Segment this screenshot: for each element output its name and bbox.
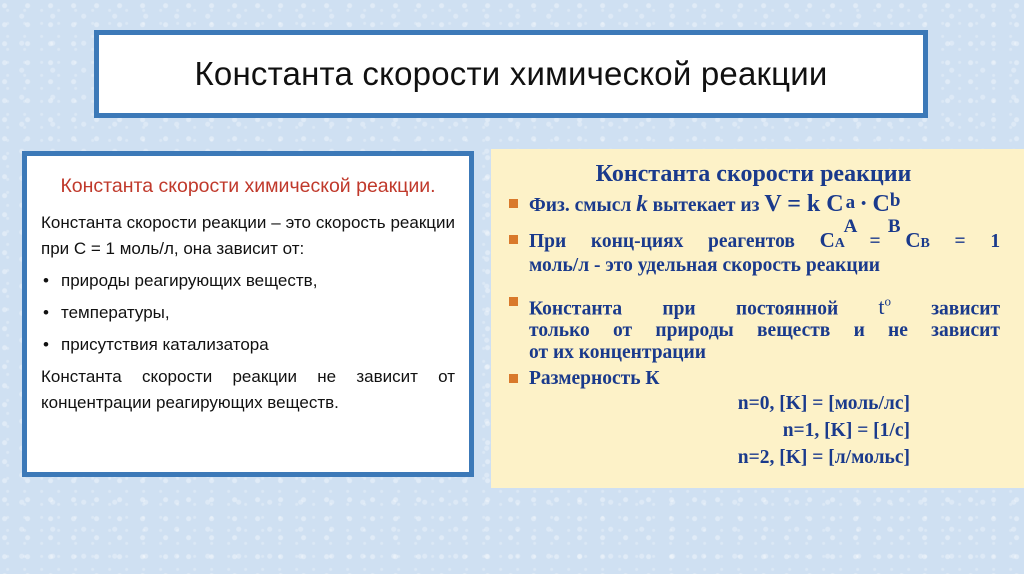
dependence-item bbox=[507, 291, 1000, 364]
dependence-line1 bbox=[529, 291, 1000, 320]
physical-meaning-text2: вытекает из bbox=[652, 195, 760, 216]
dimension-row: n=1, [K] = [1/с] bbox=[782, 420, 910, 442]
dimension-list bbox=[507, 390, 1000, 471]
dimension-label: Размерность К bbox=[529, 368, 660, 390]
formula-dot: · bbox=[859, 191, 868, 217]
factors-list bbox=[41, 268, 455, 358]
slide-title: Константа скорости химической реакции bbox=[194, 55, 828, 92]
subscript-a: A bbox=[843, 216, 858, 237]
square-bullet-icon bbox=[509, 297, 518, 306]
cb-symbol: СВ bbox=[905, 228, 930, 252]
square-bullet-icon bbox=[509, 374, 518, 383]
definition-intro: Константа скорости реакции – это скорость реакции при С = 1 моль/л, она зависит от: bbox=[41, 213, 455, 258]
dependence-end: зависит bbox=[931, 298, 1001, 320]
exponent-b: b bbox=[889, 190, 901, 211]
list-item bbox=[41, 332, 455, 358]
definition-panel bbox=[22, 151, 474, 477]
dimension-item bbox=[507, 368, 1000, 390]
rate-constant-panel bbox=[491, 149, 1024, 488]
definition-outro: Константа скорости реакции не зависит от концентрации реагирующих веществ. bbox=[41, 367, 455, 412]
list-item-text: присутствия катализатора bbox=[61, 335, 269, 354]
dependence-text: Константа при постоянной bbox=[529, 298, 839, 320]
bullet-icon: • bbox=[43, 335, 49, 354]
bullet-icon: • bbox=[43, 303, 49, 322]
exponent-a: a bbox=[845, 192, 856, 213]
formula-c: C bbox=[872, 191, 890, 217]
rate-constant-heading: Константа скорости реакции bbox=[595, 161, 912, 187]
list-item-text: природы реагирующих веществ, bbox=[61, 271, 318, 290]
list-item bbox=[41, 300, 455, 326]
list-item bbox=[41, 268, 455, 294]
ca-symbol: СА bbox=[819, 228, 845, 252]
bullet-icon: • bbox=[43, 271, 49, 290]
subscript-b: B bbox=[887, 216, 901, 237]
definition-heading: Константа скорости химической реакции. bbox=[60, 175, 436, 197]
dependence-line2: только от природы веществ и не зависит bbox=[529, 320, 1000, 342]
concentration-line2: моль/л - это удельная скорость реакции bbox=[529, 255, 881, 276]
concentration-line1 bbox=[529, 229, 1000, 255]
physical-meaning-item bbox=[507, 190, 1000, 237]
equals-sign: = bbox=[954, 231, 966, 252]
concentration-item bbox=[507, 229, 1000, 277]
equals-sign: = bbox=[869, 231, 881, 252]
dimension-row: n=2, [K] = [л/мольс] bbox=[737, 447, 910, 469]
list-item-text: температуры, bbox=[61, 303, 170, 322]
concentration-value: 1 bbox=[990, 231, 1001, 252]
physical-meaning-text: Физ. смысл bbox=[529, 195, 632, 216]
formula-v: V = k C bbox=[764, 191, 844, 217]
rate-formula bbox=[764, 190, 906, 237]
square-bullet-icon bbox=[509, 199, 518, 208]
slide-title-box bbox=[94, 30, 928, 118]
square-bullet-icon bbox=[509, 235, 518, 244]
concentration-text: При конц-циях реагентов bbox=[529, 231, 795, 252]
temperature-symbol: $t^о$ bbox=[878, 294, 892, 320]
dimension-row: n=0, [K] = [моль/лс] bbox=[737, 393, 910, 415]
dependence-line3: от их концентрации bbox=[529, 342, 707, 364]
k-symbol: k bbox=[636, 191, 648, 216]
